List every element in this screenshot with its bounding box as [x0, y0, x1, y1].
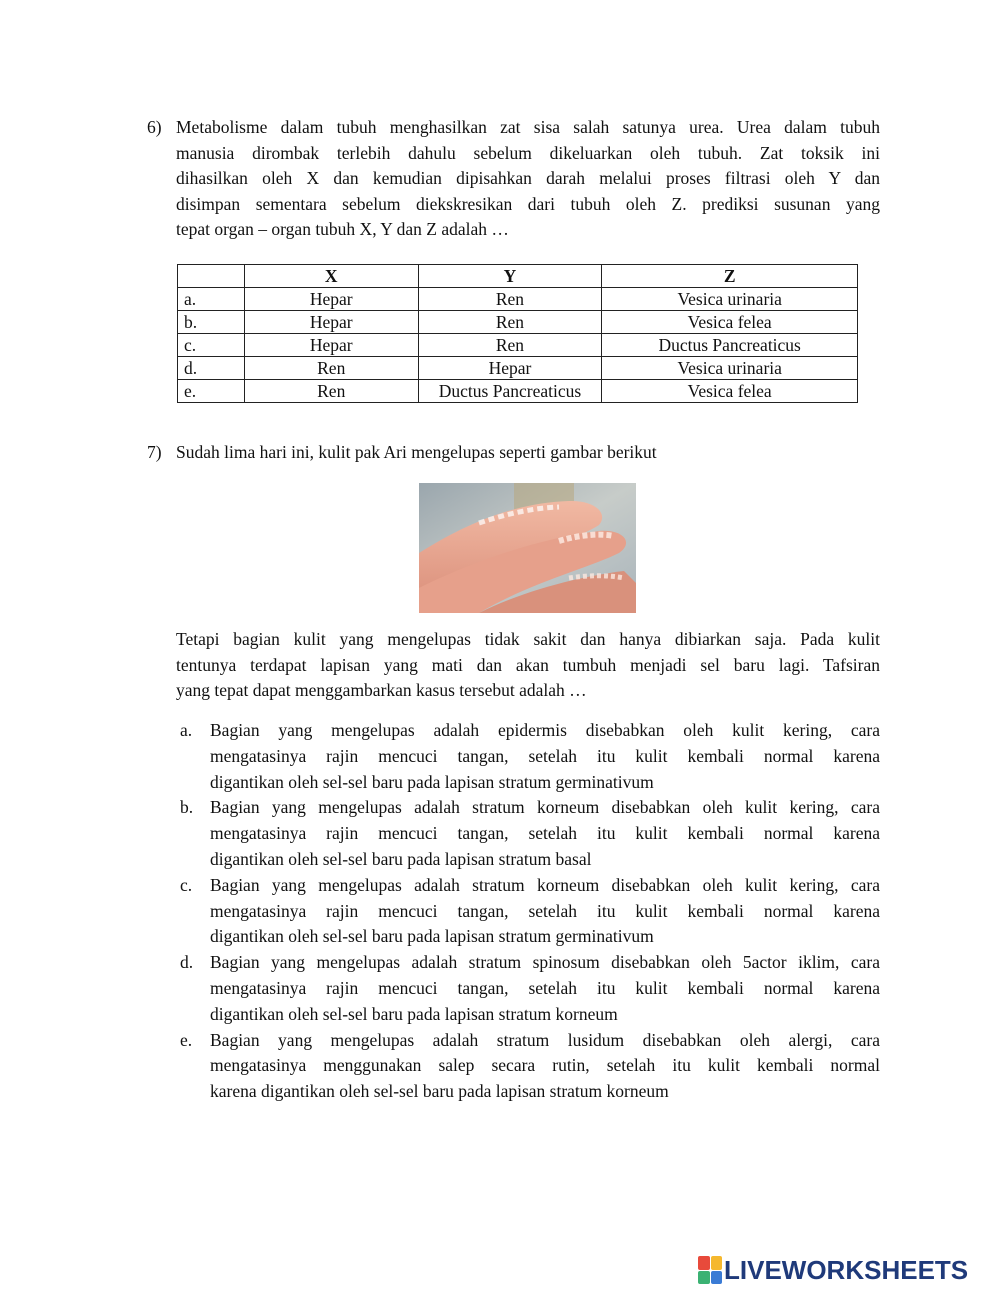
option-line: Bagian yang mengelupas adalah stratum korneum disebabkan oleh kulit kering, cara: [210, 797, 880, 818]
table-header-cell: Z: [602, 265, 858, 288]
option-line: digantikan oleh sel-sel baru pada lapisan stratum germinativum: [210, 771, 654, 792]
q6-line: disimpan sementara sebelum diekskresikan dari tubuh oleh Z. prediksi susunan yang: [176, 193, 880, 214]
answer-table: [177, 264, 858, 403]
question-6-number: 6): [147, 117, 162, 137]
option-line: Bagian yang mengelupas adalah stratum korneum disebabkan oleh kulit kering, cara: [210, 874, 880, 895]
table-cell: c.: [178, 334, 245, 357]
table-cell: Hepar: [244, 311, 418, 334]
answer-options: [176, 718, 880, 1105]
answer-option-d: [176, 950, 880, 1027]
option-line: mengatasinya rajin mencuci tangan, setelah itu kulit kembali normal karena: [210, 900, 880, 921]
liveworksheets-brand-text: LIVEWORKSHEETS: [724, 1254, 969, 1285]
logo-square: [698, 1256, 710, 1270]
option-line: Bagian yang mengelupas adalah stratum spinosum disebabkan oleh 5actor iklim, cara: [210, 952, 880, 973]
q7-line: Tetapi bagian kulit yang mengelupas tidak sakit dan hanya dibiarkan saja. Pada kulit: [176, 629, 880, 649]
table-row: [178, 334, 858, 357]
table-row: [178, 357, 858, 380]
option-line: digantikan oleh sel-sel baru pada lapisan stratum basal: [210, 848, 592, 869]
answer-option-b: [176, 795, 880, 872]
table-cell: Ren: [244, 357, 418, 380]
table-cell: Hepar: [418, 357, 602, 380]
peeling-skin-photo: [419, 483, 636, 613]
option-letter: b.: [180, 797, 194, 818]
table-cell: Ren: [418, 288, 602, 311]
option-letter: d.: [180, 952, 194, 973]
answer-option-c: [176, 873, 880, 950]
option-line: digantikan oleh sel-sel baru pada lapisan stratum germinativum: [210, 926, 654, 947]
option-letter: e.: [180, 1029, 193, 1050]
q6-line: dihasilkan oleh X dan kemudian dipisahkan darah melalui proses filtrasi oleh Y dan: [176, 168, 880, 188]
option-line: mengatasinya rajin mencuci tangan, setelah itu kulit kembali normal karena: [210, 823, 880, 844]
peeling-skin-fingers-icon: [419, 483, 636, 613]
option-letter: a.: [180, 720, 193, 740]
table-cell: a.: [178, 288, 245, 311]
table-cell: b.: [178, 311, 245, 334]
table-cell: Ren: [244, 380, 418, 403]
liveworksheets-logo[interactable]: [698, 1253, 968, 1287]
table-cell: Ductus Pancreaticus: [418, 380, 602, 403]
table-cell: Vesica felea: [602, 380, 858, 403]
option-line: karena digantikan oleh sel-sel baru pada lapisan stratum korneum: [210, 1081, 669, 1102]
logo-square: [711, 1271, 723, 1285]
q6-line: tepat organ – organ tubuh X, Y dan Z adalah …: [176, 219, 509, 239]
option-line: mengatasinya rajin mencuci tangan, setelah itu kulit kembali normal karena: [210, 745, 880, 766]
table-cell: Hepar: [244, 334, 418, 357]
logo-square: [711, 1256, 723, 1270]
answer-option-a: [176, 718, 880, 795]
table-cell: Ductus Pancreaticus: [602, 334, 858, 357]
q7-line: yang tepat dapat menggambarkan kasus tersebut adalah …: [176, 680, 587, 700]
table-cell: Vesica urinaria: [602, 288, 858, 311]
table-header-cell: [178, 265, 245, 288]
table-row: [178, 380, 858, 403]
q6-line: Metabolisme dalam tubuh menghasilkan zat sisa salah satunya urea. Urea dalam tubuh: [176, 117, 880, 137]
liveworksheets-logo-icon: [698, 1256, 722, 1284]
option-line: digantikan oleh sel-sel baru pada lapisan stratum korneum: [210, 1003, 618, 1024]
q7-line: tentunya terdapat lapisan yang mati dan akan tumbuh menjadi sel baru lagi. Tafsiran: [176, 654, 880, 675]
table-row: [178, 288, 858, 311]
table-cell: Hepar: [244, 288, 418, 311]
table-header-cell: Y: [418, 265, 602, 288]
option-line: Bagian yang mengelupas adalah stratum lusidum disebabkan oleh alergi, cara: [210, 1029, 880, 1050]
question-7-number: 7): [147, 442, 162, 462]
logo-square: [698, 1271, 710, 1285]
table-cell: Vesica felea: [602, 311, 858, 334]
option-line: mengatasinya menggunakan salep secara rutin, setelah itu kulit kembali normal: [210, 1055, 880, 1076]
option-line: Bagian yang mengelupas adalah epidermis disebabkan oleh kulit kering, cara: [210, 720, 880, 740]
table-header-row: [178, 265, 858, 288]
table-cell: Ren: [418, 311, 602, 334]
table-cell: Ren: [418, 334, 602, 357]
answer-option-e: [176, 1028, 880, 1105]
question-7-intro: Sudah lima hari ini, kulit pak Ari mengelupas seperti gambar berikut: [176, 442, 657, 462]
question-6-text: [176, 115, 880, 243]
table-cell: d.: [178, 357, 245, 380]
question-7-text: [176, 627, 880, 704]
q6-line: manusia dirombak terlebih dahulu sebelum dikeluarkan oleh tubuh. Zat toksik ini: [176, 142, 880, 163]
table-row: [178, 311, 858, 334]
table-cell: Vesica urinaria: [602, 357, 858, 380]
table-cell: e.: [178, 380, 245, 403]
option-line: mengatasinya rajin mencuci tangan, setelah itu kulit kembali normal karena: [210, 977, 880, 998]
table-header-cell: X: [244, 265, 418, 288]
option-letter: c.: [180, 874, 193, 895]
